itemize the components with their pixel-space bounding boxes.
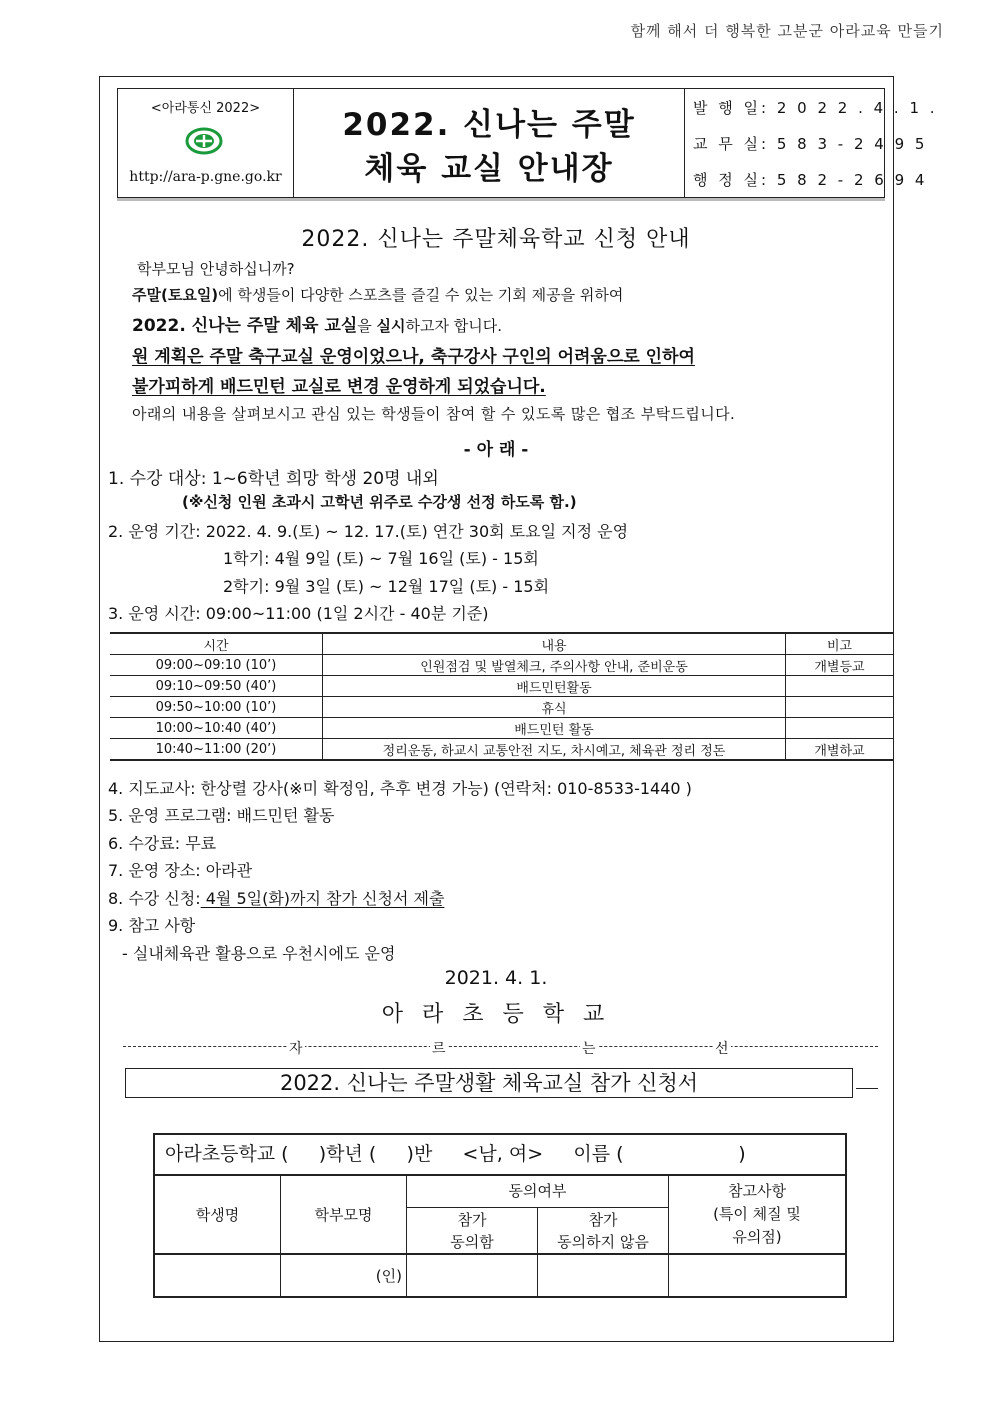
- cooperation-request: 아래의 내용을 살펴보시고 관심 있는 학생들이 참여 할 수 있도록 많은 협조 부탁드립니다.: [132, 405, 736, 423]
- greeting: 학부모님 안녕하십니까?: [137, 260, 295, 278]
- table-row: [110, 676, 893, 697]
- schedule-remark: 개별등교: [786, 655, 894, 676]
- school-slogan: 함께 해서 더 행복한 고분군 아라교육 만들기: [630, 22, 944, 40]
- teacher-room-phone: 교 무 실: 5 8 3 - 2 4 9 5: [693, 135, 928, 153]
- program-particle: 을: [357, 317, 377, 335]
- header-left-cell: [118, 89, 294, 197]
- parent-name-field[interactable]: [281, 1255, 406, 1295]
- schedule-header-remark: 비고: [786, 633, 894, 655]
- item-reference-note: - 실내체육관 활용으로 우천시에도 운영: [122, 944, 396, 963]
- issue-date: 발 행 일: 2 0 2 2 . 4 . 1 .: [693, 99, 938, 117]
- schedule-remark: [786, 697, 894, 718]
- header-title-cell: [294, 89, 685, 197]
- form-divider: [406, 1207, 668, 1208]
- schedule-header-content: 내용: [323, 633, 786, 655]
- change-notice-line1: 원 계획은 주말 축구교실 운영이었으나, 축구강사 구인의 어려움으로 인하여: [132, 347, 695, 367]
- schedule-content: 배드민턴 활동: [323, 718, 786, 739]
- cut-label-3: 는: [580, 1038, 598, 1058]
- newsletter-title-line2: 체육 교실 안내장: [364, 151, 614, 187]
- form-header-notes-line1: 참고사항: [728, 1182, 786, 1200]
- schedule-remark: [786, 718, 894, 739]
- notice-heading: 2022. 신나는 주말체육학교 신청 안내: [301, 227, 691, 252]
- item-reference: 9. 참고 사항: [108, 916, 196, 935]
- schedule-content: 배드민턴활동: [323, 676, 786, 697]
- form-header-parent: 학부모명: [314, 1206, 373, 1224]
- below-marker: - 아 래 -: [463, 440, 529, 460]
- item-fee: 6. 수강료: 무료: [108, 834, 217, 853]
- cut-label-1: 자: [287, 1038, 305, 1058]
- student-name-field[interactable]: [155, 1255, 280, 1295]
- newsletter-title-line1: 2022. 신나는 주말: [342, 107, 636, 143]
- weekend-text: 주말(토요일): [132, 286, 219, 304]
- table-row: [110, 718, 893, 739]
- form-student-info-row: [155, 1135, 845, 1176]
- item-period-semester2: 2학기: 9월 3일 (토) ~ 12월 17일 (토) - 15회: [223, 577, 550, 596]
- schedule-time: 10:00~10:40 (40’): [110, 718, 323, 739]
- schedule-content: 휴식: [323, 697, 786, 718]
- consent-yes-line1: 참가: [457, 1211, 487, 1229]
- schedule-header-row: [110, 633, 893, 655]
- implement-text: 실시: [376, 317, 406, 335]
- table-row: [110, 655, 893, 676]
- program-name: 2022. 신나는 주말 체육 교실: [132, 316, 358, 336]
- item-target-note: (※신청 인원 초과시 고학년 위주로 수강생 선정 하도록 함.): [182, 493, 577, 511]
- cut-label-2: 르: [430, 1038, 448, 1058]
- schedule-remark: [786, 676, 894, 697]
- application-title-tail: [856, 1088, 878, 1089]
- issue-date-footer: 2021. 4. 1.: [444, 967, 548, 989]
- intro-line-program: [132, 311, 502, 336]
- cut-line: [123, 1046, 878, 1047]
- school-url: http://ara-p.gne.go.kr: [129, 169, 282, 185]
- application-form: [153, 1133, 847, 1298]
- header-info-cell: [685, 89, 938, 197]
- application-title: 2022. 신나는 주말생활 체육교실 참가 신청서: [125, 1068, 853, 1098]
- form-header-consent: 동의여부: [508, 1182, 567, 1200]
- form-header-notes-line3: 유의점): [732, 1228, 782, 1246]
- newsletter-header: [117, 88, 938, 198]
- registration-label: 8. 수강 신청:: [108, 889, 201, 908]
- item-location: 7. 운영 장소: 아라관: [108, 861, 253, 880]
- item-target: 1. 수강 대상: 1~6학년 희망 학생 20명 내외: [108, 469, 439, 489]
- item-period: 2. 운영 기간: 2022. 4. 9.(토) ~ 12. 17.(토) 연간 30회 토요일 지정 운영: [108, 522, 629, 541]
- schedule-content: 인원점검 및 발열체크, 주의사항 안내, 준비운동: [323, 655, 786, 676]
- intro-line-weekend-rest: 에 학생들이 다양한 스포츠를 즐길 수 있는 기회 제공을 위하여: [218, 286, 624, 304]
- item-registration: [108, 886, 444, 909]
- registration-deadline: 4월 5일(화)까지 참가 신청서 제출: [200, 889, 445, 908]
- consent-no-line1: 참가: [588, 1211, 618, 1229]
- notes-field[interactable]: [669, 1255, 845, 1295]
- schedule-table: [110, 632, 893, 761]
- table-row: [110, 697, 893, 718]
- form-header-student: 학생명: [195, 1206, 240, 1224]
- consent-no-line2: 동의하지 않음: [557, 1233, 649, 1251]
- change-notice-line2: 불가피하게 배드민턴 교실로 변경 운영하게 되었습니다.: [132, 377, 546, 397]
- item-program: 5. 운영 프로그램: 배드민턴 활동: [108, 806, 335, 825]
- seal-mark: (인): [375, 1267, 402, 1285]
- consent-yes-line2: 동의함: [450, 1233, 494, 1251]
- schedule-remark: 개별하교: [786, 739, 894, 761]
- schedule-time: 09:00~09:10 (10’): [110, 655, 323, 676]
- intro-line-weekend: [132, 284, 623, 305]
- school-logo-icon: [185, 127, 223, 155]
- schedule-time: 10:40~11:00 (20’): [110, 739, 323, 761]
- item-period-semester1: 1학기: 4월 9일 (토) ~ 7월 16일 (토) - 15회: [223, 549, 539, 568]
- schedule-content: 정리운동, 하교시 교통안전 지도, 차시예고, 체육관 정리 정돈: [323, 739, 786, 761]
- cut-label-4: 선: [713, 1038, 731, 1058]
- schedule-header-time: 시간: [110, 633, 323, 655]
- school-name: 아 라 초 등 학 교: [381, 1002, 611, 1027]
- form-header-notes-line2: (특이 체질 및: [713, 1205, 801, 1223]
- item-instructor: 4. 지도교사: 한상렬 강사(※미 확정임, 추후 변경 가능) (연락처: 010-8533-1440 ): [108, 779, 692, 798]
- schedule-time: 09:50~10:00 (10’): [110, 697, 323, 718]
- consent-yes-field[interactable]: [407, 1255, 537, 1295]
- table-row: [110, 739, 893, 761]
- admin-room-phone: 행 정 실: 5 8 2 - 2 6 9 4: [693, 171, 928, 189]
- program-rest: 하고자 합니다.: [405, 317, 502, 335]
- form-school-line: 아라초등학교 ( )학년 ( )반 <남, 여> 이름 ( ): [165, 1143, 746, 1165]
- newsletter-name: <아라통신 2022>: [150, 101, 261, 116]
- schedule-time: 09:10~09:50 (40’): [110, 676, 323, 697]
- item-time: 3. 운영 시간: 09:00~11:00 (1일 2시간 - 40분 기준): [108, 604, 489, 623]
- consent-no-field[interactable]: [538, 1255, 668, 1295]
